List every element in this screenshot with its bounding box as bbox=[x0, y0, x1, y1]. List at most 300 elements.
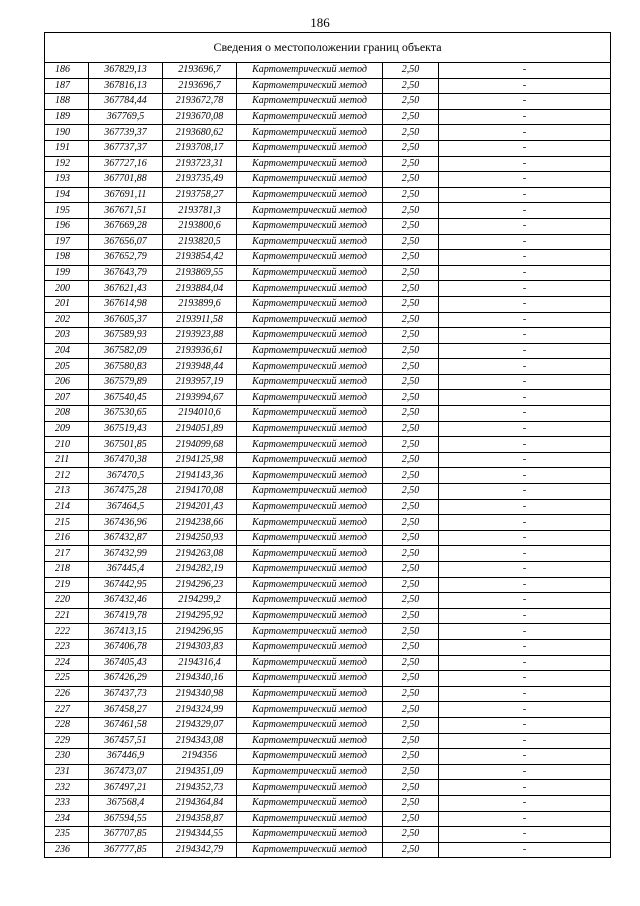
accuracy-cell: 2,50 bbox=[383, 717, 439, 733]
accuracy-cell: 2,50 bbox=[383, 733, 439, 749]
x-coordinate-cell: 367589,93 bbox=[89, 328, 163, 344]
accuracy-cell: 2,50 bbox=[383, 374, 439, 390]
table-row bbox=[45, 530, 611, 546]
description-cell: - bbox=[439, 795, 611, 811]
y-coordinate-cell: 2194356 bbox=[163, 749, 237, 765]
method-cell: Картометрический метод bbox=[237, 671, 383, 687]
method-cell: Картометрический метод bbox=[237, 686, 383, 702]
table-row bbox=[45, 406, 611, 422]
point-number-cell: 224 bbox=[45, 655, 89, 671]
description-cell: - bbox=[439, 172, 611, 188]
x-coordinate-cell: 367739,37 bbox=[89, 125, 163, 141]
description-cell: - bbox=[439, 78, 611, 94]
y-coordinate-cell: 2194125,98 bbox=[163, 452, 237, 468]
method-cell: Картометрический метод bbox=[237, 842, 383, 858]
point-number-cell: 203 bbox=[45, 328, 89, 344]
x-coordinate-cell: 367419,78 bbox=[89, 608, 163, 624]
y-coordinate-cell: 2194340,16 bbox=[163, 671, 237, 687]
table-row bbox=[45, 515, 611, 531]
x-coordinate-cell: 367442,95 bbox=[89, 577, 163, 593]
description-cell: - bbox=[439, 328, 611, 344]
y-coordinate-cell: 2194358,87 bbox=[163, 811, 237, 827]
y-coordinate-cell: 2194351,09 bbox=[163, 764, 237, 780]
method-cell: Картометрический метод bbox=[237, 733, 383, 749]
x-coordinate-cell: 367671,51 bbox=[89, 203, 163, 219]
method-cell: Картометрический метод bbox=[237, 203, 383, 219]
method-cell: Картометрический метод bbox=[237, 624, 383, 640]
point-number-cell: 233 bbox=[45, 795, 89, 811]
description-cell: - bbox=[439, 811, 611, 827]
y-coordinate-cell: 2193994,67 bbox=[163, 390, 237, 406]
description-cell: - bbox=[439, 156, 611, 172]
point-number-cell: 189 bbox=[45, 109, 89, 125]
x-coordinate-cell: 367594,55 bbox=[89, 811, 163, 827]
y-coordinate-cell: 2193670,08 bbox=[163, 109, 237, 125]
table-row bbox=[45, 499, 611, 515]
description-cell: - bbox=[439, 702, 611, 718]
method-cell: Картометрический метод bbox=[237, 546, 383, 562]
method-cell: Картометрический метод bbox=[237, 312, 383, 328]
x-coordinate-cell: 367436,96 bbox=[89, 515, 163, 531]
point-number-cell: 192 bbox=[45, 156, 89, 172]
table-row bbox=[45, 671, 611, 687]
x-coordinate-cell: 367829,13 bbox=[89, 63, 163, 79]
y-coordinate-cell: 2193735,49 bbox=[163, 172, 237, 188]
point-number-cell: 200 bbox=[45, 281, 89, 297]
description-cell: - bbox=[439, 187, 611, 203]
table-row bbox=[45, 94, 611, 110]
y-coordinate-cell: 2194143,36 bbox=[163, 468, 237, 484]
point-number-cell: 218 bbox=[45, 562, 89, 578]
table-row bbox=[45, 484, 611, 500]
y-coordinate-cell: 2193781,3 bbox=[163, 203, 237, 219]
description-cell: - bbox=[439, 94, 611, 110]
table-row bbox=[45, 250, 611, 266]
description-cell: - bbox=[439, 530, 611, 546]
x-coordinate-cell: 367470,5 bbox=[89, 468, 163, 484]
x-coordinate-cell: 367501,85 bbox=[89, 437, 163, 453]
x-coordinate-cell: 367669,28 bbox=[89, 218, 163, 234]
method-cell: Картометрический метод bbox=[237, 468, 383, 484]
y-coordinate-cell: 2193884,04 bbox=[163, 281, 237, 297]
description-cell: - bbox=[439, 265, 611, 281]
accuracy-cell: 2,50 bbox=[383, 671, 439, 687]
y-coordinate-cell: 2193899,6 bbox=[163, 296, 237, 312]
y-coordinate-cell: 2194170,08 bbox=[163, 484, 237, 500]
accuracy-cell: 2,50 bbox=[383, 156, 439, 172]
table-row bbox=[45, 686, 611, 702]
description-cell: - bbox=[439, 827, 611, 843]
method-cell: Картометрический метод bbox=[237, 374, 383, 390]
description-cell: - bbox=[439, 515, 611, 531]
table-row bbox=[45, 608, 611, 624]
accuracy-cell: 2,50 bbox=[383, 546, 439, 562]
accuracy-cell: 2,50 bbox=[383, 234, 439, 250]
description-cell: - bbox=[439, 250, 611, 266]
point-number-cell: 197 bbox=[45, 234, 89, 250]
accuracy-cell: 2,50 bbox=[383, 577, 439, 593]
y-coordinate-cell: 2194324,99 bbox=[163, 702, 237, 718]
point-number-cell: 204 bbox=[45, 343, 89, 359]
x-coordinate-cell: 367464,5 bbox=[89, 499, 163, 515]
y-coordinate-cell: 2193680,62 bbox=[163, 125, 237, 141]
x-coordinate-cell: 367473,07 bbox=[89, 764, 163, 780]
table-row bbox=[45, 827, 611, 843]
table-row bbox=[45, 390, 611, 406]
x-coordinate-cell: 367582,09 bbox=[89, 343, 163, 359]
accuracy-cell: 2,50 bbox=[383, 390, 439, 406]
point-number-cell: 219 bbox=[45, 577, 89, 593]
accuracy-cell: 2,50 bbox=[383, 109, 439, 125]
method-cell: Картометрический метод bbox=[237, 702, 383, 718]
method-cell: Картометрический метод bbox=[237, 562, 383, 578]
table-row bbox=[45, 172, 611, 188]
point-number-cell: 235 bbox=[45, 827, 89, 843]
method-cell: Картометрический метод bbox=[237, 265, 383, 281]
description-cell: - bbox=[439, 717, 611, 733]
accuracy-cell: 2,50 bbox=[383, 484, 439, 500]
accuracy-cell: 2,50 bbox=[383, 187, 439, 203]
table-row bbox=[45, 733, 611, 749]
method-cell: Картометрический метод bbox=[237, 608, 383, 624]
description-cell: - bbox=[439, 296, 611, 312]
x-coordinate-cell: 367579,89 bbox=[89, 374, 163, 390]
point-number-cell: 231 bbox=[45, 764, 89, 780]
description-cell: - bbox=[439, 608, 611, 624]
method-cell: Картометрический метод bbox=[237, 827, 383, 843]
x-coordinate-cell: 367519,43 bbox=[89, 421, 163, 437]
table-row bbox=[45, 125, 611, 141]
table-row bbox=[45, 63, 611, 79]
point-number-cell: 220 bbox=[45, 593, 89, 609]
description-cell: - bbox=[439, 733, 611, 749]
accuracy-cell: 2,50 bbox=[383, 78, 439, 94]
method-cell: Картометрический метод bbox=[237, 328, 383, 344]
method-cell: Картометрический метод bbox=[237, 717, 383, 733]
point-number-cell: 187 bbox=[45, 78, 89, 94]
table-row bbox=[45, 764, 611, 780]
table-row bbox=[45, 156, 611, 172]
point-number-cell: 230 bbox=[45, 749, 89, 765]
description-cell: - bbox=[439, 686, 611, 702]
y-coordinate-cell: 2193869,55 bbox=[163, 265, 237, 281]
accuracy-cell: 2,50 bbox=[383, 593, 439, 609]
section-title: Сведения о местоположении границ объекта bbox=[45, 33, 611, 63]
x-coordinate-cell: 367432,99 bbox=[89, 546, 163, 562]
description-cell: - bbox=[439, 452, 611, 468]
x-coordinate-cell: 367458,27 bbox=[89, 702, 163, 718]
y-coordinate-cell: 2194329,07 bbox=[163, 717, 237, 733]
y-coordinate-cell: 2193948,44 bbox=[163, 359, 237, 375]
point-number-cell: 232 bbox=[45, 780, 89, 796]
page-number: 186 bbox=[310, 15, 330, 30]
table-row bbox=[45, 312, 611, 328]
table-row bbox=[45, 577, 611, 593]
point-number-cell: 194 bbox=[45, 187, 89, 203]
point-number-cell: 205 bbox=[45, 359, 89, 375]
x-coordinate-cell: 367432,46 bbox=[89, 593, 163, 609]
table-row bbox=[45, 421, 611, 437]
point-number-cell: 206 bbox=[45, 374, 89, 390]
y-coordinate-cell: 2194201,43 bbox=[163, 499, 237, 515]
x-coordinate-cell: 367568,4 bbox=[89, 795, 163, 811]
y-coordinate-cell: 2194352,73 bbox=[163, 780, 237, 796]
x-coordinate-cell: 367470,38 bbox=[89, 452, 163, 468]
x-coordinate-cell: 367580,83 bbox=[89, 359, 163, 375]
point-number-cell: 214 bbox=[45, 499, 89, 515]
table-row bbox=[45, 343, 611, 359]
x-coordinate-cell: 367652,79 bbox=[89, 250, 163, 266]
x-coordinate-cell: 367446,9 bbox=[89, 749, 163, 765]
accuracy-cell: 2,50 bbox=[383, 296, 439, 312]
table-row bbox=[45, 795, 611, 811]
description-cell: - bbox=[439, 484, 611, 500]
table-row bbox=[45, 717, 611, 733]
table-row bbox=[45, 374, 611, 390]
table-row bbox=[45, 328, 611, 344]
y-coordinate-cell: 2194343,08 bbox=[163, 733, 237, 749]
table-row bbox=[45, 140, 611, 156]
x-coordinate-cell: 367784,44 bbox=[89, 94, 163, 110]
accuracy-cell: 2,50 bbox=[383, 749, 439, 765]
point-number-cell: 212 bbox=[45, 468, 89, 484]
table-row bbox=[45, 546, 611, 562]
x-coordinate-cell: 367727,16 bbox=[89, 156, 163, 172]
x-coordinate-cell: 367777,85 bbox=[89, 842, 163, 858]
method-cell: Картометрический метод bbox=[237, 421, 383, 437]
method-cell: Картометрический метод bbox=[237, 156, 383, 172]
x-coordinate-cell: 367475,28 bbox=[89, 484, 163, 500]
accuracy-cell: 2,50 bbox=[383, 655, 439, 671]
y-coordinate-cell: 2193672,78 bbox=[163, 94, 237, 110]
table-row bbox=[45, 265, 611, 281]
table-row bbox=[45, 359, 611, 375]
method-cell: Картометрический метод bbox=[237, 577, 383, 593]
point-number-cell: 196 bbox=[45, 218, 89, 234]
point-number-cell: 221 bbox=[45, 608, 89, 624]
description-cell: - bbox=[439, 140, 611, 156]
method-cell: Картометрический метод bbox=[237, 780, 383, 796]
point-number-cell: 208 bbox=[45, 406, 89, 422]
x-coordinate-cell: 367656,07 bbox=[89, 234, 163, 250]
point-number-cell: 223 bbox=[45, 639, 89, 655]
x-coordinate-cell: 367445,4 bbox=[89, 562, 163, 578]
y-coordinate-cell: 2194342,79 bbox=[163, 842, 237, 858]
point-number-cell: 234 bbox=[45, 811, 89, 827]
accuracy-cell: 2,50 bbox=[383, 639, 439, 655]
y-coordinate-cell: 2194263,08 bbox=[163, 546, 237, 562]
description-cell: - bbox=[439, 468, 611, 484]
boundary-points-body bbox=[45, 63, 611, 858]
x-coordinate-cell: 367437,73 bbox=[89, 686, 163, 702]
point-number-cell: 229 bbox=[45, 733, 89, 749]
accuracy-cell: 2,50 bbox=[383, 203, 439, 219]
method-cell: Картометрический метод bbox=[237, 811, 383, 827]
x-coordinate-cell: 367701,88 bbox=[89, 172, 163, 188]
description-cell: - bbox=[439, 406, 611, 422]
method-cell: Картометрический метод bbox=[237, 187, 383, 203]
method-cell: Картометрический метод bbox=[237, 795, 383, 811]
accuracy-cell: 2,50 bbox=[383, 515, 439, 531]
accuracy-cell: 2,50 bbox=[383, 562, 439, 578]
description-cell: - bbox=[439, 218, 611, 234]
y-coordinate-cell: 2194250,93 bbox=[163, 530, 237, 546]
accuracy-cell: 2,50 bbox=[383, 140, 439, 156]
point-number-cell: 186 bbox=[45, 63, 89, 79]
y-coordinate-cell: 2193800,6 bbox=[163, 218, 237, 234]
accuracy-cell: 2,50 bbox=[383, 312, 439, 328]
table-row bbox=[45, 468, 611, 484]
point-number-cell: 222 bbox=[45, 624, 89, 640]
accuracy-cell: 2,50 bbox=[383, 328, 439, 344]
x-coordinate-cell: 367605,37 bbox=[89, 312, 163, 328]
description-cell: - bbox=[439, 312, 611, 328]
accuracy-cell: 2,50 bbox=[383, 94, 439, 110]
method-cell: Картометрический метод bbox=[237, 655, 383, 671]
method-cell: Картометрический метод bbox=[237, 125, 383, 141]
accuracy-cell: 2,50 bbox=[383, 702, 439, 718]
section-header-row bbox=[45, 33, 611, 63]
y-coordinate-cell: 2194282,19 bbox=[163, 562, 237, 578]
description-cell: - bbox=[439, 421, 611, 437]
y-coordinate-cell: 2194099,68 bbox=[163, 437, 237, 453]
description-cell: - bbox=[439, 281, 611, 297]
method-cell: Картометрический метод bbox=[237, 281, 383, 297]
point-number-cell: 201 bbox=[45, 296, 89, 312]
table-row bbox=[45, 639, 611, 655]
table-row bbox=[45, 624, 611, 640]
y-coordinate-cell: 2194296,23 bbox=[163, 577, 237, 593]
description-cell: - bbox=[439, 109, 611, 125]
x-coordinate-cell: 367643,79 bbox=[89, 265, 163, 281]
accuracy-cell: 2,50 bbox=[383, 468, 439, 484]
point-number-cell: 195 bbox=[45, 203, 89, 219]
y-coordinate-cell: 2194364,84 bbox=[163, 795, 237, 811]
description-cell: - bbox=[439, 780, 611, 796]
description-cell: - bbox=[439, 63, 611, 79]
point-number-cell: 216 bbox=[45, 530, 89, 546]
method-cell: Картометрический метод bbox=[237, 359, 383, 375]
accuracy-cell: 2,50 bbox=[383, 406, 439, 422]
y-coordinate-cell: 2193723,31 bbox=[163, 156, 237, 172]
point-number-cell: 207 bbox=[45, 390, 89, 406]
description-cell: - bbox=[439, 343, 611, 359]
x-coordinate-cell: 367769,5 bbox=[89, 109, 163, 125]
method-cell: Картометрический метод bbox=[237, 343, 383, 359]
accuracy-cell: 2,50 bbox=[383, 359, 439, 375]
boundary-coordinates-table bbox=[44, 32, 611, 858]
x-coordinate-cell: 367413,15 bbox=[89, 624, 163, 640]
method-cell: Картометрический метод bbox=[237, 140, 383, 156]
point-number-cell: 211 bbox=[45, 452, 89, 468]
method-cell: Картометрический метод bbox=[237, 109, 383, 125]
description-cell: - bbox=[439, 437, 611, 453]
point-number-cell: 228 bbox=[45, 717, 89, 733]
point-number-cell: 225 bbox=[45, 671, 89, 687]
point-number-cell: 210 bbox=[45, 437, 89, 453]
point-number-cell: 193 bbox=[45, 172, 89, 188]
accuracy-cell: 2,50 bbox=[383, 842, 439, 858]
y-coordinate-cell: 2194051,89 bbox=[163, 421, 237, 437]
x-coordinate-cell: 367816,13 bbox=[89, 78, 163, 94]
y-coordinate-cell: 2193696,7 bbox=[163, 78, 237, 94]
x-coordinate-cell: 367621,43 bbox=[89, 281, 163, 297]
method-cell: Картометрический метод bbox=[237, 296, 383, 312]
table-row bbox=[45, 218, 611, 234]
table-row bbox=[45, 655, 611, 671]
x-coordinate-cell: 367405,43 bbox=[89, 655, 163, 671]
point-number-cell: 199 bbox=[45, 265, 89, 281]
method-cell: Картометрический метод bbox=[237, 437, 383, 453]
method-cell: Картометрический метод bbox=[237, 250, 383, 266]
accuracy-cell: 2,50 bbox=[383, 125, 439, 141]
method-cell: Картометрический метод bbox=[237, 406, 383, 422]
method-cell: Картометрический метод bbox=[237, 234, 383, 250]
method-cell: Картометрический метод bbox=[237, 530, 383, 546]
accuracy-cell: 2,50 bbox=[383, 452, 439, 468]
description-cell: - bbox=[439, 562, 611, 578]
accuracy-cell: 2,50 bbox=[383, 265, 439, 281]
table-row bbox=[45, 296, 611, 312]
method-cell: Картометрический метод bbox=[237, 63, 383, 79]
description-cell: - bbox=[439, 842, 611, 858]
x-coordinate-cell: 367461,58 bbox=[89, 717, 163, 733]
table-row bbox=[45, 281, 611, 297]
accuracy-cell: 2,50 bbox=[383, 437, 439, 453]
description-cell: - bbox=[439, 639, 611, 655]
method-cell: Картометрический метод bbox=[237, 452, 383, 468]
point-number-cell: 191 bbox=[45, 140, 89, 156]
method-cell: Картометрический метод bbox=[237, 390, 383, 406]
y-coordinate-cell: 2193758,27 bbox=[163, 187, 237, 203]
table-row bbox=[45, 842, 611, 858]
description-cell: - bbox=[439, 374, 611, 390]
x-coordinate-cell: 367737,37 bbox=[89, 140, 163, 156]
accuracy-cell: 2,50 bbox=[383, 608, 439, 624]
accuracy-cell: 2,50 bbox=[383, 764, 439, 780]
accuracy-cell: 2,50 bbox=[383, 780, 439, 796]
description-cell: - bbox=[439, 499, 611, 515]
description-cell: - bbox=[439, 390, 611, 406]
y-coordinate-cell: 2194296,95 bbox=[163, 624, 237, 640]
point-number-cell: 188 bbox=[45, 94, 89, 110]
accuracy-cell: 2,50 bbox=[383, 421, 439, 437]
y-coordinate-cell: 2193696,7 bbox=[163, 63, 237, 79]
table-row bbox=[45, 203, 611, 219]
accuracy-cell: 2,50 bbox=[383, 499, 439, 515]
description-cell: - bbox=[439, 593, 611, 609]
y-coordinate-cell: 2193708,17 bbox=[163, 140, 237, 156]
point-number-cell: 198 bbox=[45, 250, 89, 266]
table-row bbox=[45, 437, 611, 453]
table-row bbox=[45, 109, 611, 125]
x-coordinate-cell: 367426,29 bbox=[89, 671, 163, 687]
boundary-table-sheet bbox=[44, 32, 610, 858]
accuracy-cell: 2,50 bbox=[383, 827, 439, 843]
y-coordinate-cell: 2193936,61 bbox=[163, 343, 237, 359]
y-coordinate-cell: 2193911,58 bbox=[163, 312, 237, 328]
point-number-cell: 236 bbox=[45, 842, 89, 858]
point-number-cell: 226 bbox=[45, 686, 89, 702]
x-coordinate-cell: 367457,51 bbox=[89, 733, 163, 749]
table-row bbox=[45, 702, 611, 718]
table-row bbox=[45, 780, 611, 796]
accuracy-cell: 2,50 bbox=[383, 811, 439, 827]
x-coordinate-cell: 367432,87 bbox=[89, 530, 163, 546]
y-coordinate-cell: 2194295,92 bbox=[163, 608, 237, 624]
description-cell: - bbox=[439, 749, 611, 765]
accuracy-cell: 2,50 bbox=[383, 686, 439, 702]
